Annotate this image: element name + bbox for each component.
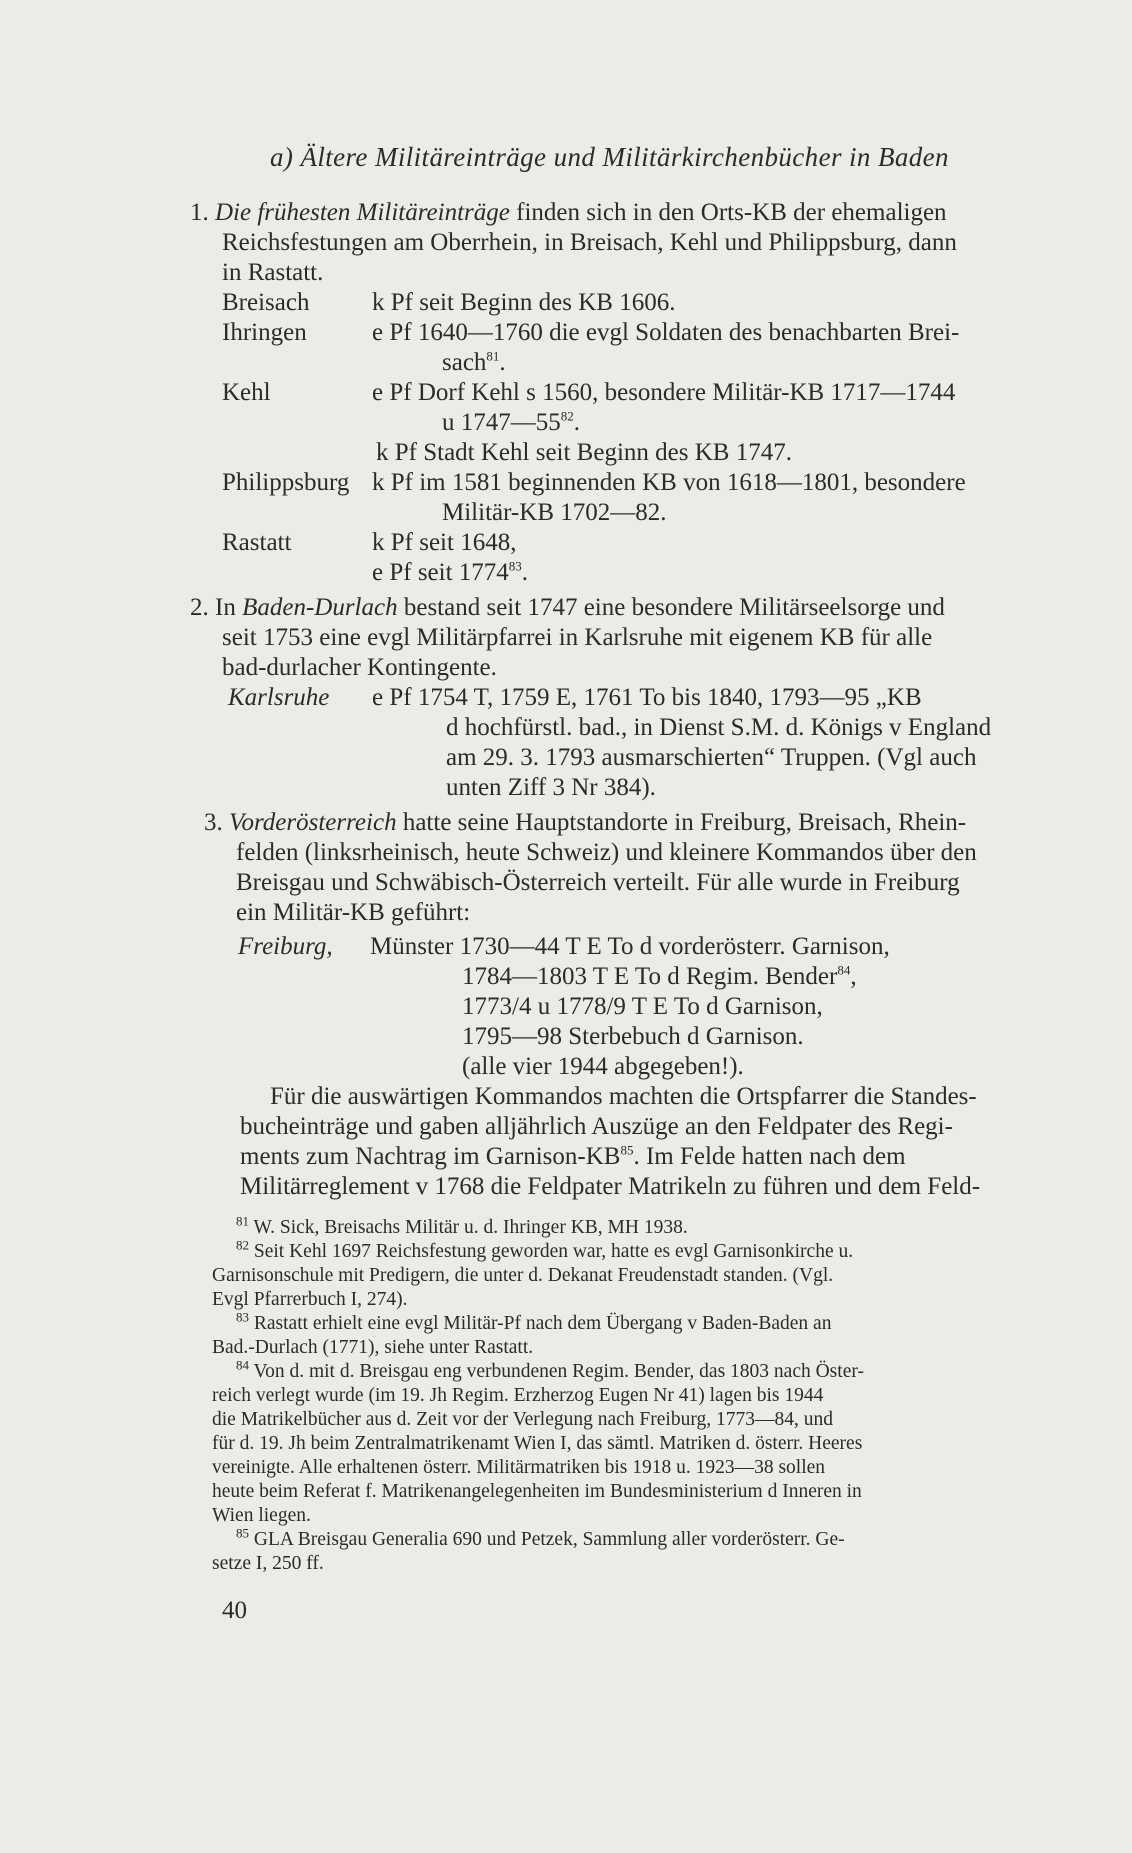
entry-text: unten Ziff 3 Nr 384). bbox=[446, 774, 656, 801]
section-3-line-2: felden (linksrheinisch, heute Schweiz) und kleinere Kommandos über den bbox=[236, 839, 977, 866]
entry-place: Karlsruhe bbox=[228, 684, 330, 711]
footnote-ref: 84 bbox=[837, 962, 851, 978]
entry-text: sach$^{81}$. bbox=[442, 348, 506, 376]
paragraph-line: ments zum Nachtrag im Garnison-KB$^{85}$. Im Felde hatten nach dem bbox=[240, 1142, 906, 1170]
entry-text: am 29. 3. 1793 ausmarschierten“ Truppen. (Vgl auch bbox=[446, 744, 977, 771]
section-1-line-1: 1. Die frühesten Militäreinträge finden sich in den Orts-KB der ehemaligen bbox=[190, 199, 947, 226]
page-number: 40 bbox=[222, 1597, 247, 1624]
entry-text: u $1747—55^{82}$. bbox=[442, 408, 580, 436]
paragraph-line: Für die auswärtigen Kommandos machten die Ortspfarrer die Standes- bbox=[270, 1083, 977, 1110]
entry-place: Freiburg, bbox=[238, 933, 333, 960]
footnote-cont: setze I, 250 ff. bbox=[212, 1553, 324, 1574]
footnote-ref: 85 bbox=[620, 1142, 634, 1158]
entry-text: k Pf seit 1648, bbox=[372, 529, 517, 556]
section-number: 2. bbox=[190, 594, 209, 621]
section-heading: a) Ältere Militäreinträge und Militärkirchenbücher in Baden bbox=[270, 142, 949, 172]
footnote: $^{85}$ GLA Breisgau Generalia 690 und Petzek, Sammlung aller vorderösterr. Ge- bbox=[236, 1525, 845, 1550]
footnote-cont: heute beim Referat f. Matrikenangelegenheiten im Bundesministerium d Inneren in bbox=[212, 1481, 862, 1502]
footnote: $^{81}$ W. Sick, Breisachs Militär u. d. Ihringer KB, MH 1938. bbox=[236, 1213, 688, 1238]
footnote: $^{84}$ Von d. mit d. Breisgau eng verbundenen Regim. Bender, das 1803 nach Öster- bbox=[236, 1357, 864, 1382]
footnote-cont: Bad.-Durlach (1771), siehe unter Rastatt. bbox=[212, 1337, 534, 1358]
entry-text: k Pf seit Beginn des KB 1606. bbox=[372, 289, 676, 316]
entry-place: Breisach bbox=[222, 289, 310, 316]
entry-place: Kehl bbox=[222, 379, 271, 406]
section-2-line-2: seit 1753 eine evgl Militärpfarrei in Karlsruhe mit eigenem KB für alle bbox=[222, 624, 933, 651]
entry-text: e Pf seit 1774$^{83}$. bbox=[372, 558, 529, 586]
footnote-cont: Evgl Pfarrerbuch I, 274). bbox=[212, 1289, 408, 1310]
entry-text: (alle vier 1944 abgegeben!). bbox=[462, 1053, 744, 1080]
entry-text: e Pf 1754 T, 1759 E, 1761 To bis 1840, 1793—95 „KB bbox=[372, 684, 922, 711]
footnote-cont: vereinigte. Alle erhaltenen österr. Militärmatriken bis 1918 u. 1923—38 sollen bbox=[212, 1457, 826, 1478]
section-3-line-1: 3. Vorderösterreich hatte seine Hauptstandorte in Freiburg, Breisach, Rhein- bbox=[204, 809, 967, 836]
entry-text: e Pf 1640—1760 die evgl Soldaten des benachbarten Brei- bbox=[372, 319, 960, 346]
footnote-ref: 82 bbox=[560, 408, 574, 424]
footnote-cont: die Matrikelbücher aus d. Zeit vor der Verlegung nach Freiburg, 1773—84, und bbox=[212, 1409, 833, 1430]
entry-text: e Pf Dorf Kehl s 1560, besondere Militär-KB 1717—1744 bbox=[372, 379, 956, 406]
entry-text: 1773/4 u 1778/9 T E To d Garnison, bbox=[462, 993, 823, 1020]
section-3-lead: Vorderösterreich bbox=[229, 809, 397, 836]
entry-text: 1784—1803 T E To d Regim. Bender$^{84}$, bbox=[462, 962, 857, 990]
section-2-lead: Baden-Durlach bbox=[242, 594, 398, 621]
section-2-line-3: bad-durlacher Kontingente. bbox=[222, 654, 497, 681]
paragraph-line: Militärreglement v 1768 die Feldpater Matrikeln zu führen und dem Feld- bbox=[240, 1173, 981, 1200]
entry-text: 1795—98 Sterbebuch d Garnison. bbox=[462, 1023, 804, 1050]
footnote-cont: Garnisonschule mit Predigern, die unter d. Dekanat Freudenstadt standen. (Vgl. bbox=[212, 1265, 834, 1286]
entry-place: Philippsburg bbox=[222, 469, 350, 496]
entry-text: k Pf Stadt Kehl seit Beginn des KB 1747. bbox=[376, 439, 792, 466]
entry-text: d hochfürstl. bad., in Dienst S.M. d. Königs v England bbox=[446, 714, 992, 741]
entry-place: Ihringen bbox=[222, 319, 307, 346]
entry-place: Rastatt bbox=[222, 529, 292, 556]
footnote-ref: 83 bbox=[508, 558, 522, 574]
footnote-cont: reich verlegt wurde (im 19. Jh Regim. Erzherzog Eugen Nr 41) lagen bis 1944 bbox=[212, 1385, 824, 1406]
entry-text: Militär-KB 1702—82. bbox=[442, 499, 667, 526]
section-number: 1. bbox=[190, 199, 209, 226]
section-3-line-3: Breisgau und Schwäbisch-Österreich verteilt. Für alle wurde in Freiburg bbox=[236, 869, 960, 896]
section-1-line-3: in Rastatt. bbox=[222, 259, 324, 286]
section-3-line-4: ein Militär-KB geführt: bbox=[236, 899, 471, 926]
footnote-cont: Wien liegen. bbox=[212, 1505, 311, 1526]
entry-text: Münster 1730—44 T E To d vorderösterr. Garnison, bbox=[370, 933, 890, 960]
section-1-line-2: Reichsfestungen am Oberrhein, in Breisach, Kehl und Philippsburg, dann bbox=[222, 229, 957, 256]
footnote: $^{82}$ Seit Kehl 1697 Reichsfestung geworden war, hatte es evgl Garnisonkirche u. bbox=[236, 1237, 854, 1262]
paragraph-line: bucheinträge und gaben alljährlich Auszüge an den Feldpater des Regi- bbox=[240, 1113, 953, 1140]
footnote-ref: 81 bbox=[486, 348, 500, 364]
section-1-lead: Die frühesten Militäreinträge bbox=[215, 199, 510, 226]
footnote-cont: für d. 19. Jh beim Zentralmatrikenamt Wien I, das sämtl. Matriken d. österr. Heeres bbox=[212, 1433, 863, 1454]
entry-text: k Pf im 1581 beginnenden KB von 1618—1801, besondere bbox=[372, 469, 966, 496]
section-number: 3. bbox=[204, 809, 223, 836]
section-2-line-1: 2. In Baden-Durlach bestand seit 1747 eine besondere Militärseelsorge und bbox=[190, 594, 945, 621]
footnote: $^{83}$ Rastatt erhielt eine evgl Militär-Pf nach dem Übergang v Baden-Baden an bbox=[236, 1309, 832, 1334]
